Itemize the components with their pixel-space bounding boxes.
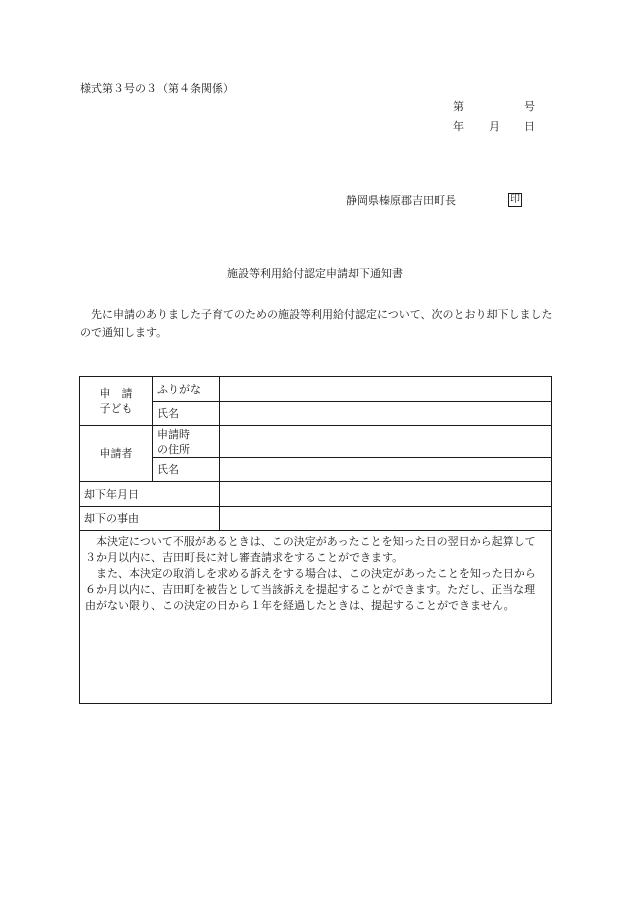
date-month-label: 月 [489, 120, 500, 133]
date-day-label: 日 [524, 120, 535, 133]
applicant-name-field[interactable] [220, 458, 552, 482]
issuer-name: 静岡県榛原郡吉田町長 [346, 194, 456, 207]
address-label-line1: 申請時 [157, 427, 190, 441]
applicant-address-field[interactable] [220, 426, 552, 458]
applicant-address-label [153, 426, 220, 458]
document-title: 施設等利用給付認定申請却下通知書 [227, 267, 403, 280]
address-label-line2: の住所 [157, 442, 190, 456]
applicant-address-row [80, 426, 552, 458]
applicant-label: 申請者 [80, 426, 153, 482]
child-label-line1: 申 請 [99, 387, 133, 400]
rejection-reason-field[interactable] [220, 507, 552, 531]
child-name-label: 氏名 [153, 402, 220, 426]
child-furigana-label: ふりがな [153, 377, 220, 402]
child-name-field[interactable] [220, 402, 552, 426]
rejection-date-field[interactable] [220, 482, 552, 507]
form-table [79, 376, 552, 704]
applicant-name-label: 氏名 [153, 458, 220, 482]
appeal-notice-row [80, 531, 552, 704]
rejection-date-row [80, 482, 552, 507]
appeal-notice-cell [80, 531, 552, 704]
form-number: 様式第３号の３（第４条関係） [80, 82, 234, 95]
child-label-line2: 子ども [99, 402, 133, 415]
appeal-notice-paragraph-1: 本決定について不服があるときは、この決定があったことを知った日の翌日から起算して３か月以内に、吉田町長に対し審査請求をすることができます。 [85, 535, 536, 564]
rejection-date-label: 却下年月日 [80, 482, 220, 507]
date-year-label: 年 [453, 120, 464, 133]
body-text: 先に申請のありました子育てのための施設等利用給付認定について、次のとおり却下しましたので通知します。 [80, 308, 553, 339]
seal-mark: 印 [510, 194, 520, 205]
rejection-reason-row [80, 507, 552, 531]
appeal-notice-paragraph-2: また、本決定の取消しを求める訴えをする場合は、この決定があったことを知った日から６か月以内に、吉田町を被告として当該訴えを提起することができます。ただし、正当な理由がない限り、この決定の日から１年を経過したときは、提起することができません。 [85, 567, 536, 612]
child-label-cell [80, 377, 153, 426]
child-furigana-field[interactable] [220, 377, 552, 402]
document-number-prefix: 第 [453, 100, 464, 113]
child-furigana-row [80, 377, 552, 402]
document-number-suffix: 号 [524, 100, 535, 113]
rejection-reason-label: 却下の事由 [80, 507, 220, 531]
